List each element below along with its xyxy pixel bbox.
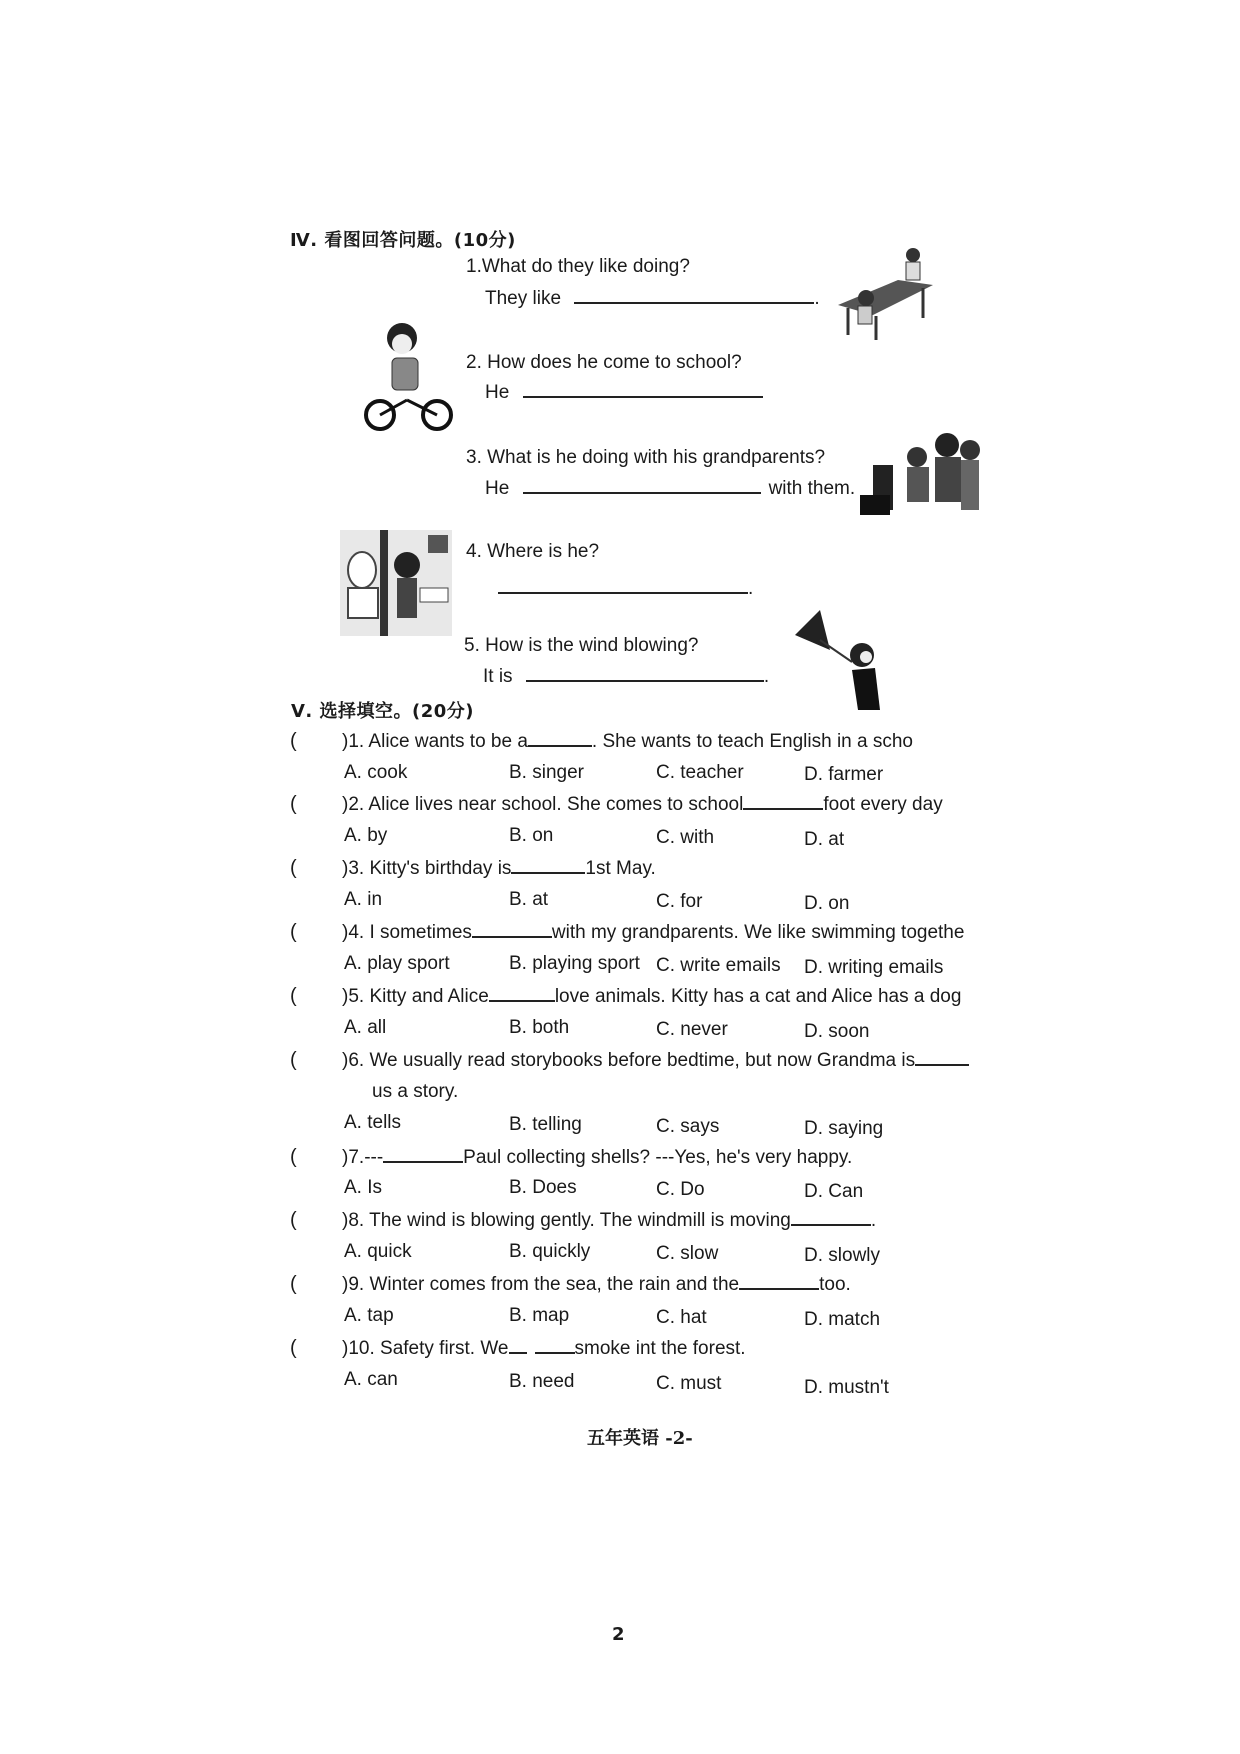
answer-suffix: . — [763, 666, 770, 687]
question-4-1: 1.What do they like doing? — [466, 256, 690, 277]
mc-question-7 — [342, 1147, 852, 1169]
girl-with-umbrella-in-wind-picture — [790, 610, 900, 720]
question-text: The wind is blowing gently. The windmill is moving — [369, 1210, 791, 1231]
option-d[interactable]: D. writing emails — [804, 957, 944, 978]
answer-paren[interactable]: ( — [290, 857, 297, 879]
page-footer-label: 五年英语 -2- — [587, 1428, 693, 1449]
mc-question-3 — [342, 858, 656, 880]
option-c[interactable]: C. hat — [656, 1307, 707, 1328]
option-b[interactable]: B. singer — [509, 762, 584, 783]
table-tennis-picture — [828, 240, 938, 340]
question-blank — [739, 1288, 819, 1290]
option-b[interactable]: B. both — [509, 1017, 570, 1038]
answer-prefix: It is — [483, 666, 513, 687]
option-d[interactable]: D. match — [804, 1309, 881, 1330]
question-4-2: 2. How does he come to school? — [466, 352, 742, 373]
option-b[interactable]: B. on — [509, 825, 554, 846]
question-text: Alice wants to be a — [368, 731, 528, 752]
option-d[interactable]: D. at — [804, 829, 845, 850]
question-blank — [528, 745, 592, 747]
question-blank — [489, 1000, 555, 1002]
mc-question-10 — [342, 1338, 746, 1360]
option-d[interactable]: D. saying — [804, 1118, 884, 1139]
option-b[interactable]: B. telling — [509, 1114, 582, 1135]
option-a[interactable]: A. by — [344, 825, 388, 846]
answer-suffix: with them. — [768, 478, 856, 499]
option-a[interactable]: A. tells — [344, 1112, 402, 1133]
option-d[interactable]: D. slowly — [804, 1245, 881, 1266]
option-c[interactable]: C. teacher — [656, 762, 744, 783]
question-blank — [509, 1352, 527, 1354]
question-number: )8. — [342, 1210, 365, 1231]
question-blank — [535, 1352, 575, 1354]
option-a[interactable]: A. all — [344, 1017, 387, 1038]
answer-blank[interactable] — [523, 492, 761, 494]
option-c[interactable]: C. write emails — [656, 955, 781, 976]
family-watching-tv-picture — [855, 425, 980, 525]
question-blank — [383, 1161, 463, 1163]
mc-question-9 — [342, 1274, 851, 1296]
option-c[interactable]: C. slow — [656, 1243, 719, 1264]
option-a[interactable]: A. can — [344, 1369, 398, 1390]
option-c[interactable]: C. Do — [656, 1179, 705, 1200]
answer-blank[interactable] — [526, 680, 764, 682]
question-number: )4. — [342, 922, 365, 943]
answer-paren[interactable]: ( — [290, 985, 297, 1007]
question-text: I sometimes — [369, 922, 472, 943]
question-text: . She wants to teach English in a scho — [591, 731, 913, 752]
option-a[interactable]: A. cook — [344, 762, 408, 783]
boy-riding-bike-picture — [362, 320, 457, 435]
option-c[interactable]: C. never — [656, 1019, 728, 1040]
question-text: smoke int the forest. — [574, 1338, 746, 1359]
answer-line-4-1 — [485, 288, 820, 310]
mc-question-1 — [342, 731, 913, 753]
answer-prefix: They like — [485, 288, 562, 309]
option-d[interactable]: D. mustn't — [804, 1377, 889, 1398]
boy-in-bathroom-picture — [340, 530, 452, 636]
mc-question-8 — [342, 1210, 876, 1232]
answer-line-4-3 — [485, 478, 855, 500]
option-b[interactable]: B. playing sport — [509, 953, 640, 974]
question-number: )10. — [342, 1338, 375, 1359]
mc-question-5 — [342, 986, 961, 1008]
question-text: . — [870, 1210, 877, 1231]
option-a[interactable]: A. in — [344, 889, 383, 910]
question-text: too. — [819, 1274, 851, 1295]
question-number: )6. — [342, 1050, 365, 1071]
question-text: Alice lives near school. She comes to school — [368, 794, 744, 815]
question-blank — [743, 808, 823, 810]
answer-blank[interactable] — [574, 302, 814, 304]
question-text: Paul collecting shells? ---Yes, he's very happy. — [463, 1147, 853, 1168]
option-a[interactable]: A. Is — [344, 1177, 383, 1198]
question-text: foot every day — [823, 794, 943, 815]
mc-question-2 — [342, 794, 943, 816]
question-text: Kitty's birthday is — [369, 858, 512, 879]
question-text: with my grandparents. We like swimming togethe — [551, 922, 965, 943]
answer-paren[interactable]: ( — [290, 793, 297, 815]
question-text: love animals. Kitty has a cat and Alice has a dog — [554, 986, 962, 1007]
question-number: )7. — [342, 1147, 365, 1168]
question-text: Safety first. We — [380, 1338, 509, 1359]
question-text: 1st May. — [585, 858, 656, 879]
answer-line-4-5 — [483, 666, 769, 688]
question-blank — [511, 872, 585, 874]
option-d[interactable]: D. Can — [804, 1181, 864, 1202]
answer-suffix: . — [748, 578, 754, 599]
answer-blank[interactable] — [523, 396, 763, 398]
option-d[interactable]: D. farmer — [804, 764, 884, 785]
option-b[interactable]: B. need — [509, 1371, 575, 1392]
option-d[interactable]: D. on — [804, 893, 850, 914]
option-b[interactable]: B. at — [509, 889, 549, 910]
question-number: )9. — [342, 1274, 365, 1295]
question-text: --- — [364, 1147, 384, 1168]
question-blank — [791, 1224, 871, 1226]
answer-prefix: He — [485, 478, 510, 499]
question-number: )5. — [342, 986, 365, 1007]
mc-question-4 — [342, 922, 964, 944]
answer-paren[interactable]: ( — [290, 921, 297, 943]
option-b[interactable]: B. map — [509, 1305, 570, 1326]
answer-line-4-2 — [485, 382, 763, 404]
answer-paren[interactable]: ( — [290, 730, 297, 752]
answer-suffix: . — [814, 288, 820, 309]
section-4-title: Ⅳ. 看图回答问题。(10分) — [290, 230, 516, 251]
answer-paren[interactable]: ( — [290, 1049, 297, 1071]
question-4-5: 5. How is the wind blowing? — [464, 635, 699, 656]
question-blank — [915, 1064, 969, 1066]
question-text: We usually read storybooks before bedtime, but now Grandma is — [369, 1050, 916, 1071]
question-text: Kitty and Alice — [369, 986, 489, 1007]
answer-prefix: He — [485, 382, 510, 403]
answer-blank[interactable] — [498, 592, 748, 594]
option-b[interactable]: B. Does — [509, 1177, 577, 1198]
answer-line-4-4 — [498, 578, 753, 600]
option-a[interactable]: A. quick — [344, 1241, 412, 1262]
answer-paren[interactable]: ( — [290, 1146, 297, 1168]
question-4-4: 4. Where is he? — [466, 541, 600, 562]
question-blank — [472, 936, 552, 938]
answer-paren[interactable]: ( — [290, 1337, 297, 1359]
question-4-3: 3. What is he doing with his grandparents? — [466, 447, 826, 468]
option-a[interactable]: A. play sport — [344, 953, 450, 974]
mc-question-6 — [342, 1050, 969, 1072]
option-c[interactable]: C. for — [656, 891, 703, 912]
mc-question-6-line2: us a story. — [372, 1081, 459, 1102]
option-c[interactable]: C. says — [656, 1116, 720, 1137]
option-c[interactable]: C. with — [656, 827, 715, 848]
question-text: Winter comes from the sea, the rain and the — [369, 1274, 740, 1295]
question-number: )1. — [342, 731, 365, 752]
page-number: 2 — [612, 1624, 625, 1645]
section-5-title: Ⅴ. 选择填空。(20分) — [291, 701, 475, 722]
answer-paren[interactable]: ( — [290, 1273, 297, 1295]
question-number: )3. — [342, 858, 365, 879]
option-c[interactable]: C. must — [656, 1373, 722, 1394]
question-number: )2. — [342, 794, 365, 815]
option-a[interactable]: A. tap — [344, 1305, 394, 1326]
answer-paren[interactable]: ( — [290, 1209, 297, 1231]
option-b[interactable]: B. quickly — [509, 1241, 591, 1262]
option-d[interactable]: D. soon — [804, 1021, 870, 1042]
